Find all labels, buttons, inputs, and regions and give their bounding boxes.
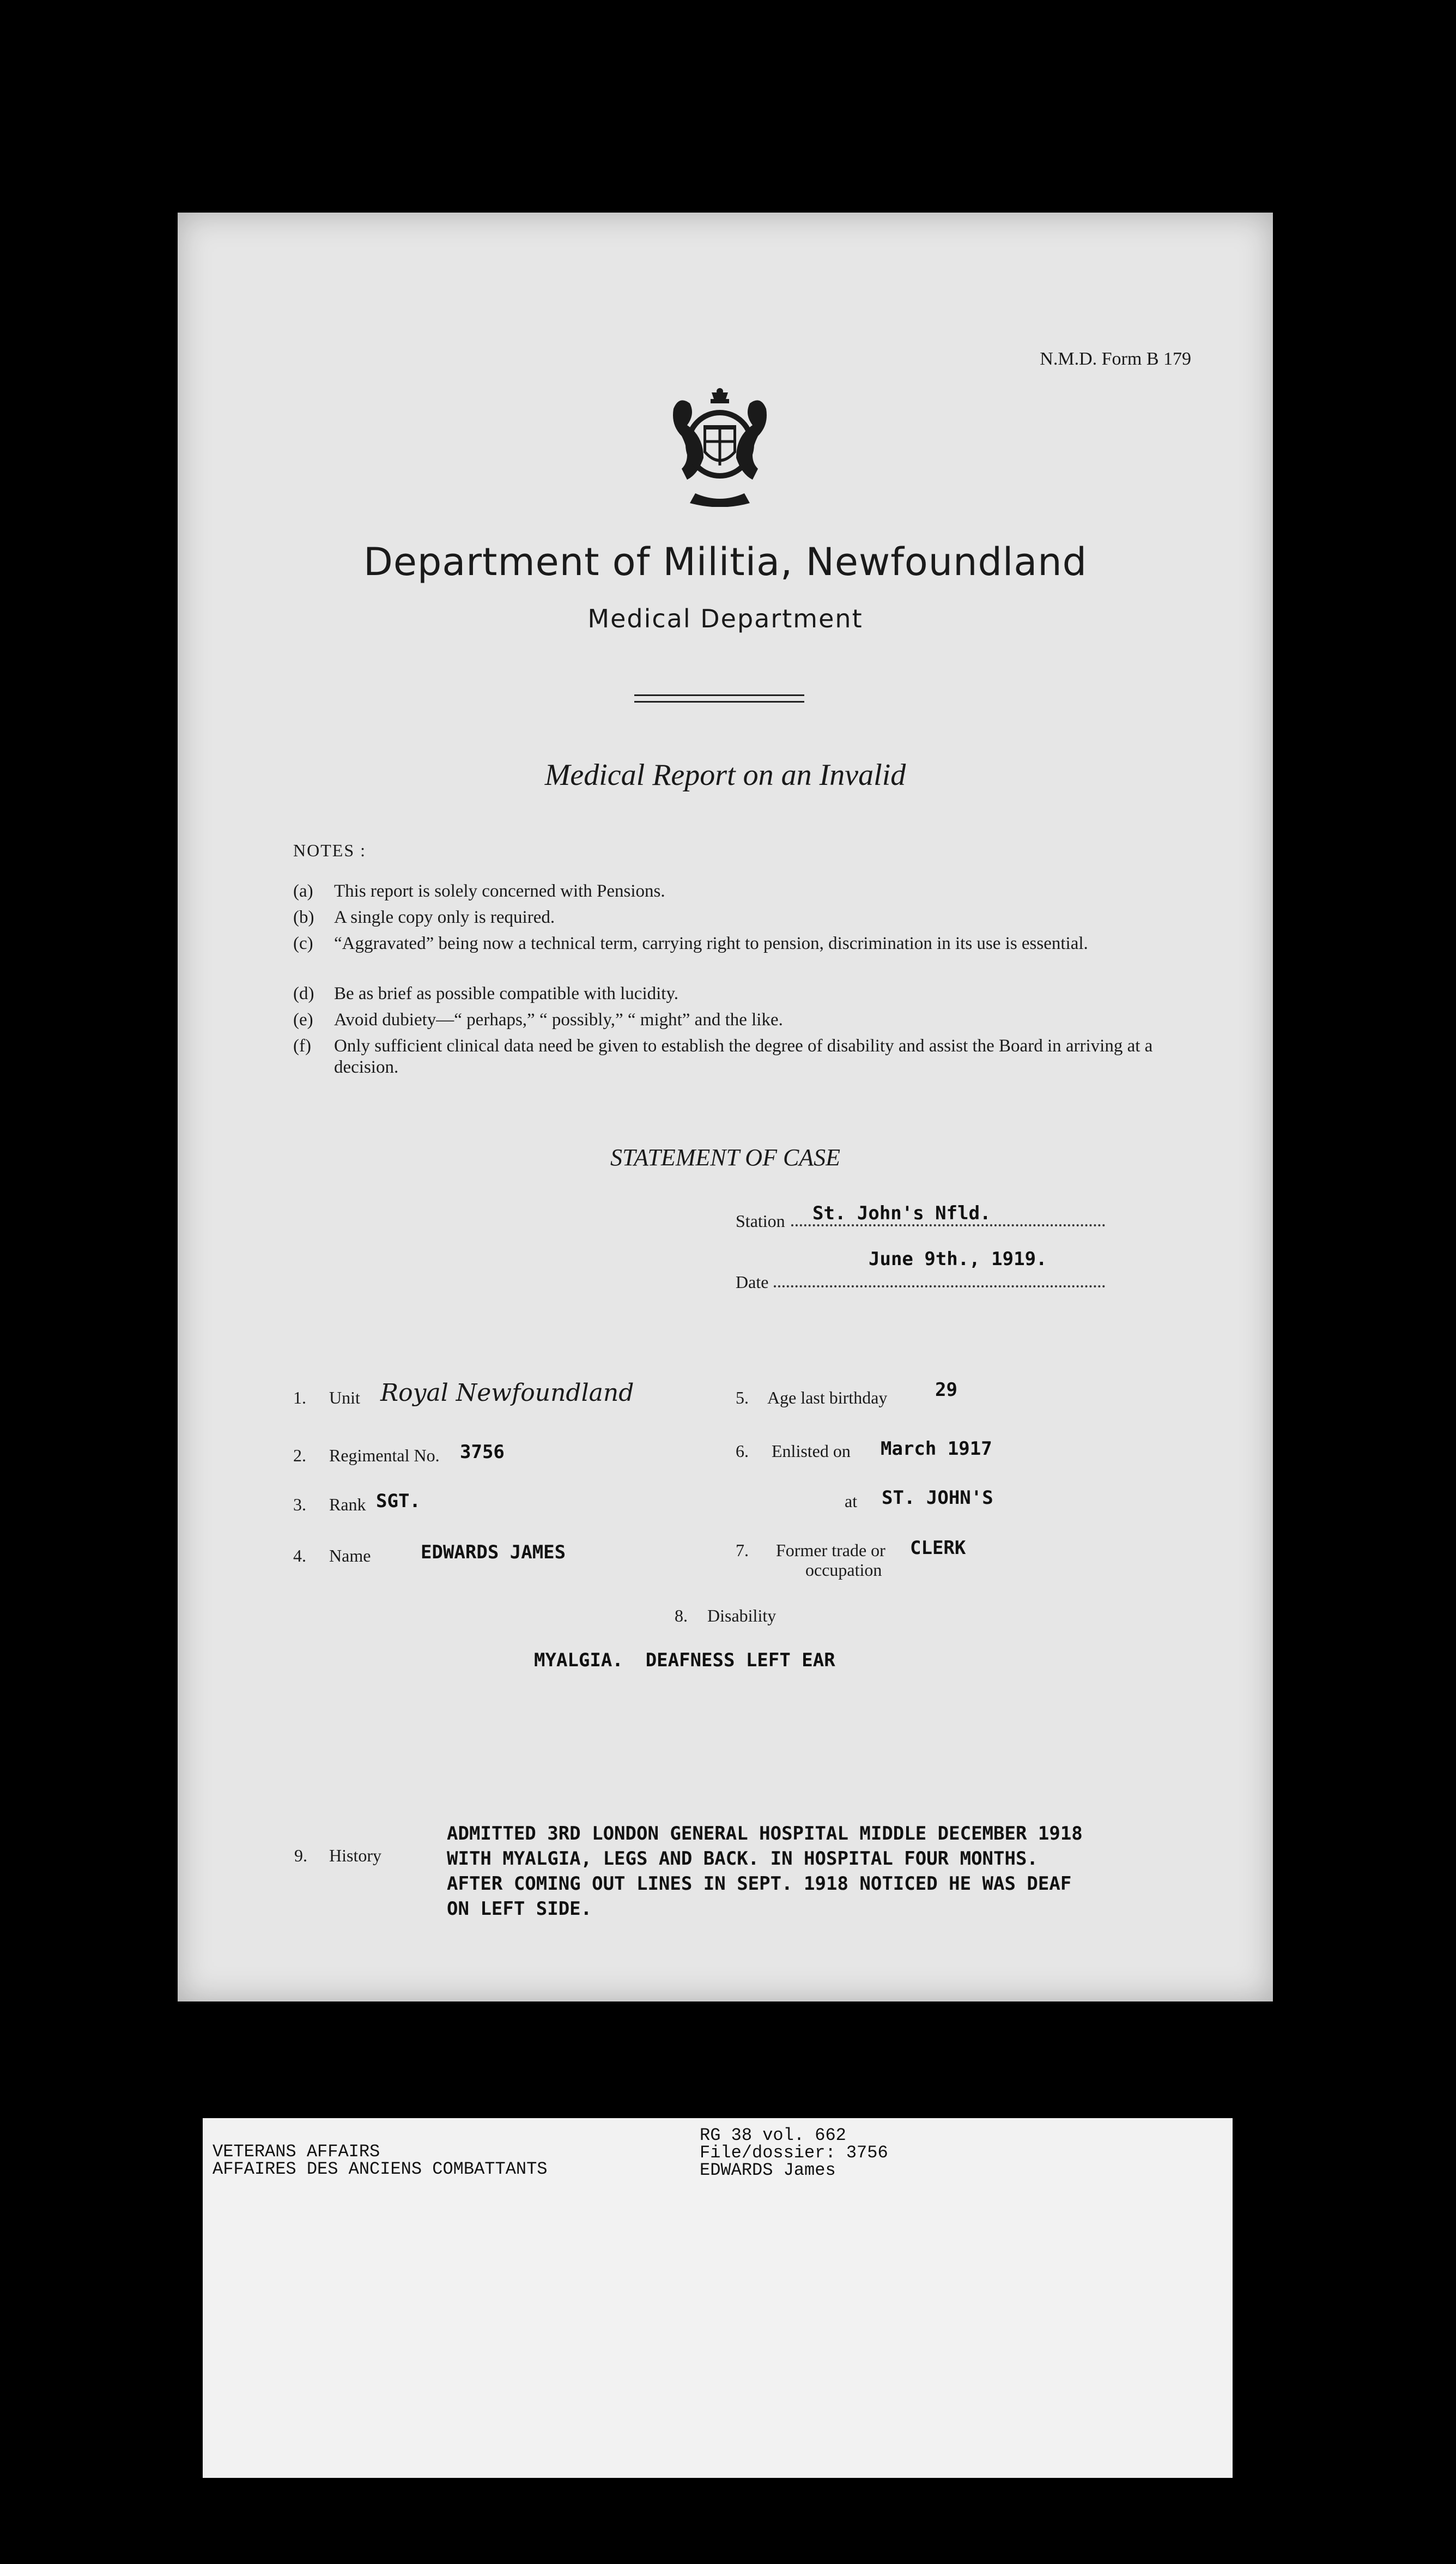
rank-label: Rank	[329, 1495, 366, 1514]
note-item	[293, 983, 1165, 1005]
note-text: A single copy only is required.	[334, 908, 555, 927]
enlisted-at-label: at	[845, 1491, 858, 1511]
note-label: (d)	[293, 984, 314, 1003]
date-line	[774, 1285, 1105, 1287]
history-label: History	[329, 1846, 381, 1865]
field-number: 8.	[675, 1606, 688, 1625]
notes-heading: NOTES :	[293, 840, 366, 860]
enlisted-label: Enlisted on	[772, 1441, 851, 1461]
note-text: Avoid dubiety—“ perhaps,” “ possibly,” “ might” and the like.	[334, 1010, 783, 1030]
age-label: Age last birthday	[767, 1388, 888, 1407]
unit-value: Royal Newfoundland	[380, 1379, 634, 1407]
note-item	[293, 933, 1165, 954]
history-line: ON LEFT SIDE.	[447, 1897, 592, 1920]
note-label: (f)	[293, 1036, 311, 1056]
archive-agency-en: VETERANS AFFAIRS	[213, 2142, 380, 2162]
note-label: (a)	[293, 881, 313, 901]
age-value: 29	[935, 1379, 957, 1401]
note-text: Only sufficient clinical data need be given to establish the degree of disability and assist the Board in arriving at a decision.	[334, 1036, 1153, 1077]
archive-agency	[213, 2143, 692, 2178]
date-value: June 9th., 1919.	[869, 1248, 1047, 1270]
note-label: (c)	[293, 934, 313, 953]
regimental-no-label: Regimental No.	[329, 1446, 440, 1465]
note-label: (b)	[293, 908, 314, 927]
note-text: Be as brief as possible compatible with lucidity.	[334, 984, 679, 1003]
archive-reference	[700, 2127, 1190, 2179]
history-line: AFTER COMING OUT LINES IN SEPT. 1918 NOTICED HE WAS DEAF	[447, 1872, 1072, 1895]
royal-coat-of-arms-icon	[652, 387, 788, 507]
note-label: (e)	[293, 1010, 313, 1030]
regimental-no-value: 3756	[460, 1441, 505, 1463]
archive-agency-fr: AFFAIRES DES ANCIENS COMBATTANTS	[213, 2159, 548, 2179]
disability-label: Disability	[707, 1606, 776, 1625]
department-title: Department of Militia, Newfoundland	[363, 540, 1088, 584]
divider-line	[634, 694, 804, 696]
document-page	[178, 213, 1273, 2001]
name-value: EDWARDS JAMES	[421, 1541, 566, 1563]
report-title: Medical Report on an Invalid	[544, 758, 906, 792]
trade-label-2: occupation	[805, 1560, 882, 1580]
field-number: 5.	[736, 1388, 749, 1407]
divider-line	[634, 701, 804, 703]
trade-value: CLERK	[910, 1537, 966, 1559]
note-item	[293, 1036, 1165, 1078]
station-line	[791, 1224, 1105, 1226]
enlisted-at-value: ST. JOHN'S	[882, 1487, 993, 1509]
archive-volume: RG 38 vol. 662	[700, 2125, 846, 2145]
note-item	[293, 907, 1165, 928]
department-subtitle: Medical Department	[587, 604, 863, 633]
history-text	[447, 1822, 1253, 1922]
field-number: 3.	[293, 1495, 306, 1514]
statement-heading: STATEMENT OF CASE	[610, 1144, 841, 1171]
form-id: N.M.D. Form B 179	[1040, 349, 1191, 369]
note-text: This report is solely concerned with Pensions.	[334, 881, 665, 901]
note-item	[293, 881, 1165, 902]
note-text: “Aggravated” being now a technical term, carrying right to pension, discrimination in its use is essential.	[334, 934, 1088, 953]
disability-value: MYALGIA. DEAFNESS LEFT EAR	[534, 1649, 835, 1671]
note-item	[293, 1009, 1165, 1031]
trade-label: Former trade or	[776, 1540, 885, 1560]
rank-value: SGT.	[376, 1490, 421, 1512]
field-number: 4.	[293, 1546, 306, 1565]
field-number: 1.	[293, 1388, 306, 1407]
field-number: 9.	[294, 1846, 307, 1865]
history-line: WITH MYALGIA, LEGS AND BACK. IN HOSPITAL FOUR MONTHS.	[447, 1847, 1038, 1870]
unit-label: Unit	[329, 1388, 360, 1407]
station-value: St. John's Nfld.	[812, 1202, 991, 1224]
field-number: 6.	[736, 1441, 749, 1461]
field-number: 2.	[293, 1446, 306, 1465]
name-label: Name	[329, 1546, 371, 1565]
enlisted-value: March 1917	[881, 1438, 992, 1460]
field-number: 7.	[736, 1540, 749, 1560]
archive-label-card	[203, 2118, 1233, 2478]
date-label: Date	[736, 1272, 769, 1292]
archive-name: EDWARDS James	[700, 2160, 836, 2180]
history-line: ADMITTED 3RD LONDON GENERAL HOSPITAL MIDDLE DECEMBER 1918	[447, 1823, 1083, 1845]
archive-file: File/dossier: 3756	[700, 2143, 888, 2163]
station-label: Station	[736, 1211, 785, 1231]
